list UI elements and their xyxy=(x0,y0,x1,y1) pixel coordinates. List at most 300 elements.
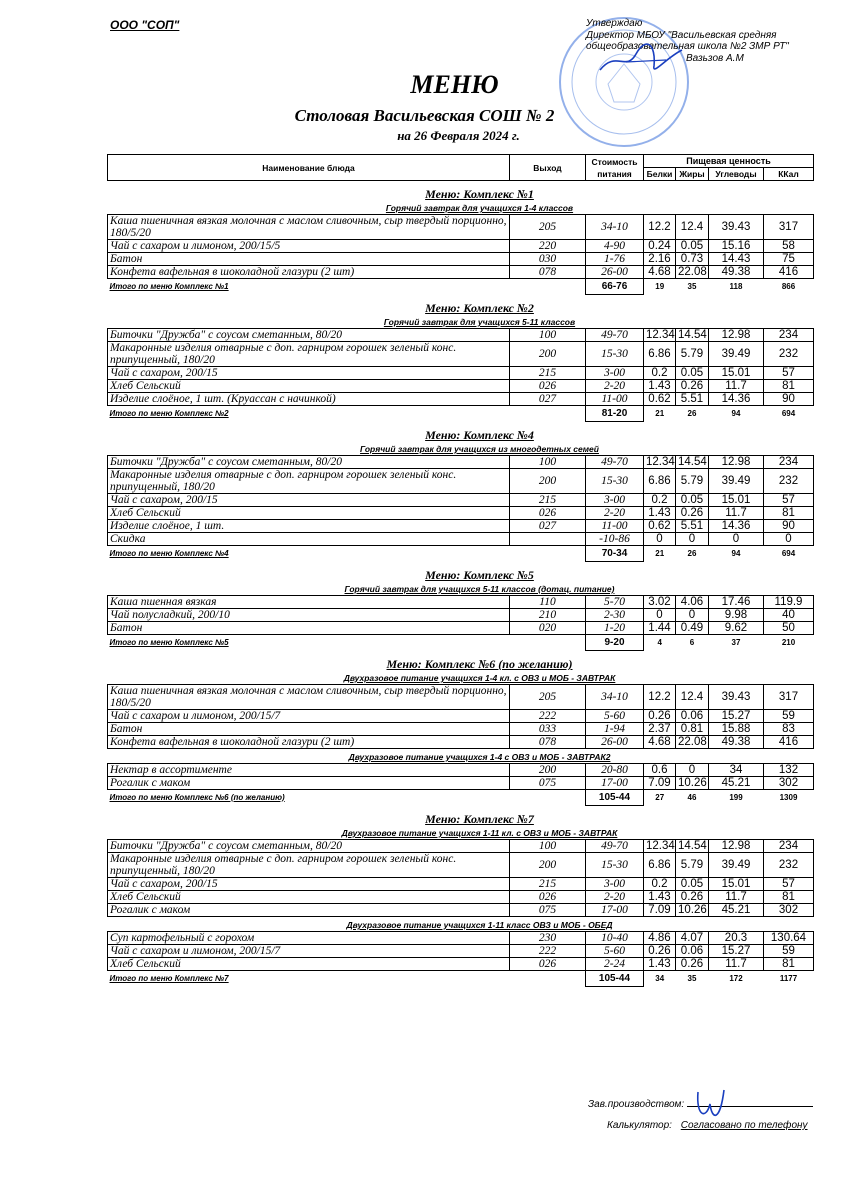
table-row xyxy=(108,507,814,520)
dish-name: Чай с сахаром и лимоном, 200/15/7 xyxy=(108,945,510,958)
dish-output: 100 xyxy=(510,840,586,853)
dish-kcal: 130.64 xyxy=(764,932,814,945)
dish-protein: 1.43 xyxy=(644,507,676,520)
dish-protein: 0.26 xyxy=(644,710,676,723)
dish-fat: 0.73 xyxy=(676,253,709,266)
group-title: Горячий завтрак для учащихся из многодетных семей xyxy=(108,441,814,456)
dish-price: 11-00 xyxy=(586,393,644,406)
dish-carbs: 15.27 xyxy=(709,945,764,958)
dish-protein: 1.43 xyxy=(644,891,676,904)
dish-price: 15-30 xyxy=(586,853,644,878)
group-title-row xyxy=(108,749,814,764)
total-carbs: 94 xyxy=(731,408,741,418)
dish-kcal: 81 xyxy=(764,891,814,904)
dish-kcal: 81 xyxy=(764,958,814,971)
total-protein: 34 xyxy=(655,973,665,983)
dish-protein: 3.02 xyxy=(644,596,676,609)
dish-price: 15-30 xyxy=(586,342,644,367)
dish-fat: 22.08 xyxy=(676,266,709,279)
dish-output: 200 xyxy=(510,342,586,367)
dish-output: 205 xyxy=(510,215,586,240)
dish-carbs: 14.43 xyxy=(709,253,764,266)
dish-price: -10-86 xyxy=(586,533,644,546)
dish-output: 200 xyxy=(510,469,586,494)
dish-kcal: 232 xyxy=(764,342,814,367)
dish-protein: 0.2 xyxy=(644,367,676,380)
dish-output: 027 xyxy=(510,520,586,533)
dish-price: 15-30 xyxy=(586,469,644,494)
dish-carbs: 15.01 xyxy=(709,878,764,891)
dish-carbs: 11.7 xyxy=(709,380,764,393)
dish-carbs: 45.21 xyxy=(709,777,764,790)
header-carbs: Углеводы xyxy=(709,168,764,181)
dish-protein: 4.68 xyxy=(644,736,676,749)
dish-name: Макаронные изделия отварные с доп. гарниром горошек зеленый конс. припущенный, 180/20 xyxy=(108,853,510,878)
group-title: Двухразовое питание учащихся 1-4 кл. с ОВЗ и МОБ - ЗАВТРАК xyxy=(108,670,814,685)
dish-output: 210 xyxy=(510,609,586,622)
total-carbs: 118 xyxy=(729,281,743,291)
dish-protein: 12.34 xyxy=(644,456,676,469)
dish-fat: 4.06 xyxy=(676,596,709,609)
dish-fat: 0.05 xyxy=(676,240,709,253)
table-row xyxy=(108,469,814,494)
dish-protein: 6.86 xyxy=(644,342,676,367)
table-row xyxy=(108,494,814,507)
table-row xyxy=(108,736,814,749)
dish-kcal: 59 xyxy=(764,945,814,958)
total-label: Итого по меню Комплекс №6 (по желанию) xyxy=(109,792,285,802)
dish-output: 026 xyxy=(510,958,586,971)
group-title: Двухразовое питание учащихся 1-11 класс ОВЗ и МОБ - ОБЕД xyxy=(108,917,814,932)
dish-kcal: 81 xyxy=(764,380,814,393)
dish-name: Изделие слоёное, 1 шт. (Круассан с начинкой) xyxy=(108,393,510,406)
dish-protein: 1.44 xyxy=(644,622,676,635)
dish-protein: 12.34 xyxy=(644,840,676,853)
dish-fat: 5.79 xyxy=(676,853,709,878)
dish-name: Каша пшенная вязкая xyxy=(108,596,510,609)
section-title-row xyxy=(108,562,814,582)
dish-price: 26-00 xyxy=(586,736,644,749)
total-protein: 19 xyxy=(655,281,665,291)
dish-protein: 12.2 xyxy=(644,685,676,710)
dish-price: 2-20 xyxy=(586,380,644,393)
dish-price: 49-70 xyxy=(586,456,644,469)
dish-name: Батон xyxy=(108,723,510,736)
dish-fat: 0.26 xyxy=(676,891,709,904)
dish-fat: 14.54 xyxy=(676,329,709,342)
dish-fat: 0 xyxy=(676,764,709,777)
dish-carbs: 12.98 xyxy=(709,329,764,342)
dish-name: Макаронные изделия отварные с доп. гарниром горошек зеленый конс. припущенный, 180/20 xyxy=(108,342,510,367)
dish-name: Чай с сахаром, 200/15 xyxy=(108,494,510,507)
dish-carbs: 34 xyxy=(709,764,764,777)
dish-protein: 1.43 xyxy=(644,958,676,971)
dish-price: 3-00 xyxy=(586,494,644,507)
dish-fat: 22.08 xyxy=(676,736,709,749)
table-row xyxy=(108,764,814,777)
group-title-row xyxy=(108,917,814,932)
table-row xyxy=(108,456,814,469)
dish-output: 200 xyxy=(510,764,586,777)
dish-output: 033 xyxy=(510,723,586,736)
dish-protein: 12.34 xyxy=(644,329,676,342)
dish-fat: 12.4 xyxy=(676,215,709,240)
dish-name: Батон xyxy=(108,622,510,635)
section-title: Меню: Комплекс №6 (по желанию) xyxy=(386,657,573,670)
total-carbs: 94 xyxy=(731,548,741,558)
dish-carbs: 11.7 xyxy=(709,891,764,904)
header-fat: Жиры xyxy=(676,168,709,181)
dish-output: 220 xyxy=(510,240,586,253)
dish-output: 205 xyxy=(510,685,586,710)
approval-director-name: Вазьзов А.М xyxy=(686,52,744,64)
total-carbs: 37 xyxy=(731,637,741,647)
total-kcal: 1309 xyxy=(779,792,798,802)
total-label: Итого по меню Комплекс №2 xyxy=(109,408,229,418)
dish-protein: 2.37 xyxy=(644,723,676,736)
table-row xyxy=(108,685,814,710)
dish-price: 10-40 xyxy=(586,932,644,945)
dish-price: 5-60 xyxy=(586,945,644,958)
dish-carbs: 15.01 xyxy=(709,367,764,380)
table-row xyxy=(108,840,814,853)
dish-protein: 0.62 xyxy=(644,520,676,533)
dish-fat: 5.79 xyxy=(676,342,709,367)
group-title-row xyxy=(108,441,814,456)
dish-kcal: 50 xyxy=(764,622,814,635)
dish-fat: 14.54 xyxy=(676,840,709,853)
dish-carbs: 45.21 xyxy=(709,904,764,917)
dish-price: 1-76 xyxy=(586,253,644,266)
table-row xyxy=(108,240,814,253)
total-fat: 26 xyxy=(687,408,697,418)
total-kcal: 694 xyxy=(781,408,796,418)
dish-output xyxy=(510,533,586,546)
header-protein: Белки xyxy=(644,168,676,181)
dish-carbs: 39.43 xyxy=(709,215,764,240)
dish-name: Чай с сахаром, 200/15 xyxy=(108,878,510,891)
header-dish-name: Наименование блюда xyxy=(108,155,510,181)
dish-output: 222 xyxy=(510,710,586,723)
dish-carbs: 39.49 xyxy=(709,853,764,878)
dish-protein: 2.16 xyxy=(644,253,676,266)
dish-name: Рогалик с маком xyxy=(108,777,510,790)
total-fat: 35 xyxy=(687,281,697,291)
table-row xyxy=(108,622,814,635)
dish-protein: 0.6 xyxy=(644,764,676,777)
group-title-row xyxy=(108,200,814,215)
table-row xyxy=(108,777,814,790)
dish-fat: 0.06 xyxy=(676,945,709,958)
header-kcal: ККал xyxy=(764,168,814,181)
table-row xyxy=(108,380,814,393)
dish-protein: 4.86 xyxy=(644,932,676,945)
total-row xyxy=(108,546,814,562)
dish-kcal: 317 xyxy=(764,215,814,240)
table-row xyxy=(108,342,814,367)
total-row xyxy=(108,406,814,422)
dish-carbs: 14.36 xyxy=(709,393,764,406)
dish-fat: 10.26 xyxy=(676,904,709,917)
dish-price: 2-20 xyxy=(586,507,644,520)
table-row xyxy=(108,533,814,546)
dish-fat: 0.05 xyxy=(676,878,709,891)
menu-table xyxy=(107,154,814,987)
total-protein: 4 xyxy=(657,637,662,647)
dish-output: 026 xyxy=(510,891,586,904)
header-output: Выход xyxy=(510,155,586,181)
total-carbs: 172 xyxy=(729,973,743,983)
section-title-row xyxy=(108,806,814,826)
dish-kcal: 302 xyxy=(764,904,814,917)
dish-fat: 0.26 xyxy=(676,380,709,393)
total-price: 66-76 xyxy=(586,279,644,295)
total-price: 105-44 xyxy=(586,971,644,987)
calculator-label: Калькулятор: xyxy=(607,1120,672,1131)
table-row xyxy=(108,596,814,609)
dish-kcal: 57 xyxy=(764,494,814,507)
approval-line: Директор МБОУ "Васильевская средняя xyxy=(586,29,777,41)
section-title-row xyxy=(108,181,814,201)
dish-price: 17-00 xyxy=(586,904,644,917)
dish-kcal: 416 xyxy=(764,266,814,279)
dish-protein: 1.43 xyxy=(644,380,676,393)
dish-carbs: 39.49 xyxy=(709,342,764,367)
dish-protein: 0.24 xyxy=(644,240,676,253)
total-price: 81-20 xyxy=(586,406,644,422)
total-protein: 21 xyxy=(655,408,665,418)
group-title-row xyxy=(108,581,814,596)
dish-kcal: 57 xyxy=(764,878,814,891)
dish-fat: 5.51 xyxy=(676,520,709,533)
dish-kcal: 317 xyxy=(764,685,814,710)
table-row xyxy=(108,393,814,406)
dish-output: 110 xyxy=(510,596,586,609)
dish-protein: 4.68 xyxy=(644,266,676,279)
dish-price: 20-80 xyxy=(586,764,644,777)
canteen-name: Столовая Васильевская СОШ № 2 xyxy=(294,106,555,125)
dish-kcal: 81 xyxy=(764,507,814,520)
dish-price: 1-94 xyxy=(586,723,644,736)
dish-kcal: 40 xyxy=(764,609,814,622)
dish-output: 030 xyxy=(510,253,586,266)
dish-kcal: 232 xyxy=(764,853,814,878)
section-title: Меню: Комплекс №2 xyxy=(425,301,534,314)
dish-output: 222 xyxy=(510,945,586,958)
dish-output: 100 xyxy=(510,456,586,469)
table-row xyxy=(108,253,814,266)
dish-kcal: 119.9 xyxy=(764,596,814,609)
menu-date: на 26 Февраля 2024 г. xyxy=(397,128,520,143)
dish-kcal: 234 xyxy=(764,456,814,469)
dish-kcal: 75 xyxy=(764,253,814,266)
table-row xyxy=(108,710,814,723)
dish-output: 215 xyxy=(510,367,586,380)
dish-protein: 0.2 xyxy=(644,494,676,507)
dish-output: 200 xyxy=(510,853,586,878)
dish-name: Батон xyxy=(108,253,510,266)
dish-carbs: 12.98 xyxy=(709,840,764,853)
dish-fat: 5.79 xyxy=(676,469,709,494)
dish-name: Изделие слоёное, 1 шт. xyxy=(108,520,510,533)
dish-price: 49-70 xyxy=(586,840,644,853)
dish-name: Чай с сахаром, 200/15 xyxy=(108,367,510,380)
dish-carbs: 15.16 xyxy=(709,240,764,253)
total-protein: 27 xyxy=(655,792,665,802)
dish-carbs: 15.01 xyxy=(709,494,764,507)
calculator xyxy=(607,1120,808,1131)
section-title: Меню: Комплекс №5 xyxy=(425,568,534,581)
dish-price: 34-10 xyxy=(586,685,644,710)
dish-price: 49-70 xyxy=(586,329,644,342)
dish-price: 1-20 xyxy=(586,622,644,635)
dish-carbs: 15.88 xyxy=(709,723,764,736)
dish-price: 3-00 xyxy=(586,367,644,380)
dish-name: Скидка xyxy=(108,533,510,546)
dish-kcal: 83 xyxy=(764,723,814,736)
section-title: Меню: Комплекс №4 xyxy=(425,428,534,441)
total-label: Итого по меню Комплекс №5 xyxy=(109,637,229,647)
table-row xyxy=(108,266,814,279)
table-row xyxy=(108,891,814,904)
header-nutrition: Пищевая ценность xyxy=(644,155,814,168)
dish-fat: 10.26 xyxy=(676,777,709,790)
total-fat: 26 xyxy=(687,548,697,558)
dish-kcal: 132 xyxy=(764,764,814,777)
organization-name: ООО "СОП" xyxy=(110,18,180,32)
dish-fat: 0.26 xyxy=(676,958,709,971)
dish-protein: 12.2 xyxy=(644,215,676,240)
dish-output: 100 xyxy=(510,329,586,342)
dish-protein: 6.86 xyxy=(644,469,676,494)
dish-kcal: 0 xyxy=(764,533,814,546)
dish-name: Биточки "Дружба" с соусом сметанным, 80/20 xyxy=(108,840,510,853)
dish-output: 215 xyxy=(510,878,586,891)
dish-protein: 0 xyxy=(644,533,676,546)
dish-output: 075 xyxy=(510,904,586,917)
total-fat: 46 xyxy=(687,792,697,802)
total-price: 9-20 xyxy=(586,635,644,651)
dish-output: 230 xyxy=(510,932,586,945)
dish-carbs: 0 xyxy=(709,533,764,546)
dish-fat: 12.4 xyxy=(676,685,709,710)
dish-kcal: 232 xyxy=(764,469,814,494)
dish-kcal: 90 xyxy=(764,393,814,406)
dish-name: Рогалик с маком xyxy=(108,904,510,917)
dish-protein: 6.86 xyxy=(644,853,676,878)
total-label: Итого по меню Комплекс №4 xyxy=(109,548,229,558)
table-row xyxy=(108,932,814,945)
dish-kcal: 58 xyxy=(764,240,814,253)
dish-output: 020 xyxy=(510,622,586,635)
dish-output: 075 xyxy=(510,777,586,790)
table-row xyxy=(108,723,814,736)
section-title-row xyxy=(108,651,814,671)
dish-output: 026 xyxy=(510,380,586,393)
dish-price: 11-00 xyxy=(586,520,644,533)
total-row xyxy=(108,790,814,806)
dish-carbs: 49.38 xyxy=(709,736,764,749)
dish-name: Суп картофельный с горохом xyxy=(108,932,510,945)
table-row xyxy=(108,609,814,622)
total-fat: 6 xyxy=(689,637,695,647)
dish-name: Биточки "Дружба" с соусом сметанным, 80/20 xyxy=(108,329,510,342)
dish-name: Чай с сахаром и лимоном, 200/15/7 xyxy=(108,710,510,723)
dish-carbs: 9.62 xyxy=(709,622,764,635)
total-carbs: 199 xyxy=(729,792,743,802)
table-row xyxy=(108,853,814,878)
total-label: Итого по меню Комплекс №7 xyxy=(109,973,229,983)
dish-fat: 4.07 xyxy=(676,932,709,945)
dish-carbs: 12.98 xyxy=(709,456,764,469)
dish-price: 17-00 xyxy=(586,777,644,790)
section-title: Меню: Комплекс №1 xyxy=(425,187,534,200)
calculator-value: Согласовано по телефону xyxy=(680,1120,808,1131)
group-title: Горячий завтрак для учащихся 5-11 классов xyxy=(108,314,814,329)
dish-fat: 0.26 xyxy=(676,507,709,520)
table-row xyxy=(108,878,814,891)
approval-line: общеобразовательная школа №2 ЗМР РТ" xyxy=(586,41,789,52)
dish-fat: 0.49 xyxy=(676,622,709,635)
dish-price: 34-10 xyxy=(586,215,644,240)
dish-name: Чай полусладкий, 200/10 xyxy=(108,609,510,622)
dish-output: 027 xyxy=(510,393,586,406)
dish-fat: 0 xyxy=(676,609,709,622)
total-kcal: 866 xyxy=(781,281,796,291)
dish-carbs: 9.98 xyxy=(709,609,764,622)
dish-kcal: 57 xyxy=(764,367,814,380)
dish-price: 5-60 xyxy=(586,710,644,723)
table-row xyxy=(108,367,814,380)
table-row xyxy=(108,904,814,917)
dish-fat: 0.05 xyxy=(676,494,709,507)
group-title-row xyxy=(108,670,814,685)
dish-name: Нектар в ассортименте xyxy=(108,764,510,777)
table-row xyxy=(108,215,814,240)
dish-name: Хлеб Сельский xyxy=(108,507,510,520)
dish-carbs: 11.7 xyxy=(709,958,764,971)
dish-price: 3-00 xyxy=(586,878,644,891)
dish-protein: 0.2 xyxy=(644,878,676,891)
dish-name: Биточки "Дружба" с соусом сметанным, 80/20 xyxy=(108,456,510,469)
dish-name: Каша пшеничная вязкая молочная с маслом сливочным, сыр твердый порционно, 180/5/20 xyxy=(108,215,510,240)
dish-protein: 7.09 xyxy=(644,904,676,917)
dish-kcal: 90 xyxy=(764,520,814,533)
dish-carbs: 39.49 xyxy=(709,469,764,494)
dish-price: 26-00 xyxy=(586,266,644,279)
dish-kcal: 302 xyxy=(764,777,814,790)
section-title-row xyxy=(108,295,814,315)
group-title: Двухразовое питание учащихся 1-4 с ОВЗ и МОБ - ЗАВТРАК2 xyxy=(108,749,814,764)
dish-price: 2-20 xyxy=(586,891,644,904)
dish-name: Каша пшеничная вязкая молочная с маслом сливочным, сыр твердый порционно, 180/5/20 xyxy=(108,685,510,710)
section-title: Меню: Комплекс №7 xyxy=(425,812,534,825)
dish-carbs: 15.27 xyxy=(709,710,764,723)
total-fat: 35 xyxy=(687,973,697,983)
menu-title: МЕНЮ xyxy=(410,70,499,99)
dish-name: Конфета вафельная в шоколадной глазури (2 шт) xyxy=(108,736,510,749)
dish-output: 078 xyxy=(510,736,586,749)
dish-kcal: 234 xyxy=(764,329,814,342)
table-row xyxy=(108,958,814,971)
dish-carbs: 17.46 xyxy=(709,596,764,609)
dish-name: Конфета вафельная в шоколадной глазури (2 шт) xyxy=(108,266,510,279)
dish-fat: 14.54 xyxy=(676,456,709,469)
dish-output: 078 xyxy=(510,266,586,279)
dish-price: 5-70 xyxy=(586,596,644,609)
dish-name: Хлеб Сельский xyxy=(108,380,510,393)
dish-name: Макаронные изделия отварные с доп. гарниром горошек зеленый конс. припущенный, 180/20 xyxy=(108,469,510,494)
